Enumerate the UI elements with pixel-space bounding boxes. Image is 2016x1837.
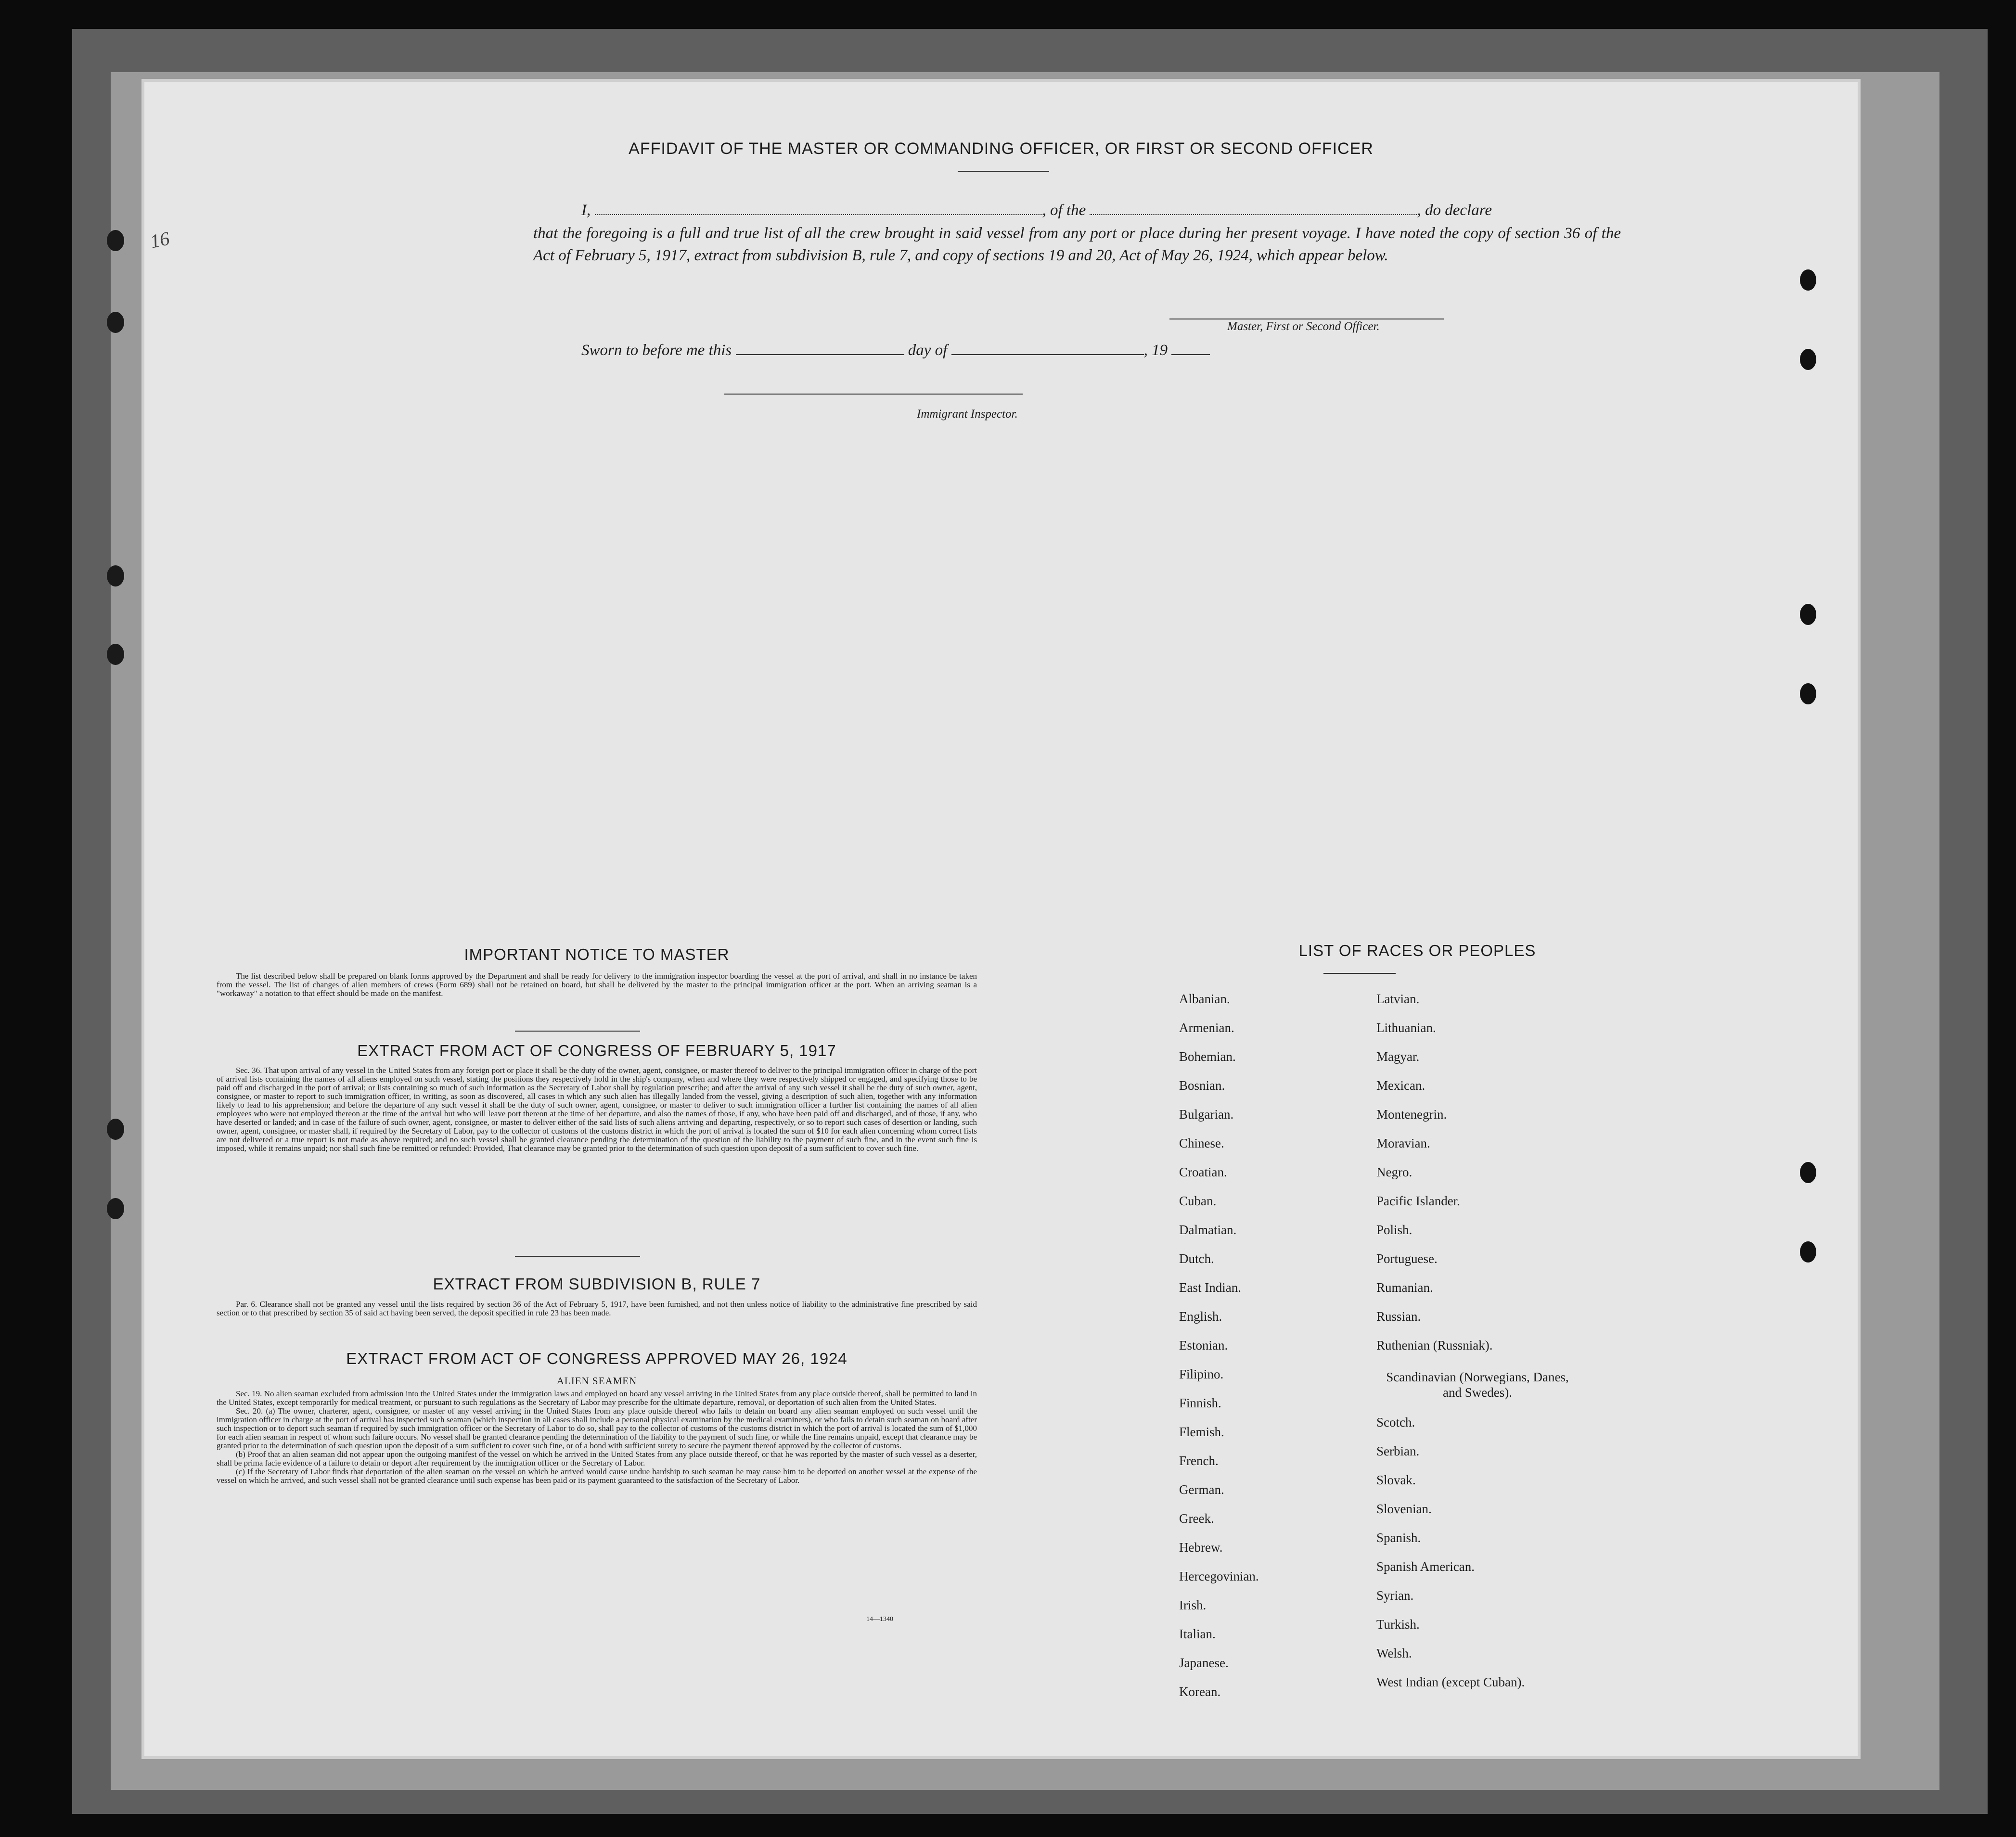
extract-1917-divider xyxy=(515,1256,640,1257)
race-item: Estonian. xyxy=(1179,1338,1228,1352)
race-item: Hercegovinian. xyxy=(1179,1569,1259,1583)
race-item: Finnish. xyxy=(1179,1396,1221,1410)
race-item: Mexican. xyxy=(1376,1078,1425,1093)
vessel-blank xyxy=(1090,200,1417,215)
section-19: Sec. 19. No alien seaman excluded from admission into the United States under the immigration laws and employed on board any vessel arriving in the United States from any place outside thereof, shall be permitted to land in the United States, except temporarily for medical treatment, or pursuant to such regulations as the Secretary of Labor may prescribe for the ultimate departure, removal, or deportation of such alien from the United States. xyxy=(217,1389,977,1407)
punch-hole xyxy=(1800,1162,1816,1183)
notice-body: The list described below shall be prepared on blank forms approved by the Department and shall be ready for delivery to the immigration inspector boarding the vessel at the port of arrival, and shall in no instance be taken from the vessel. The list of changes of alien members of crews (Form 689) shall not be retained on board, but shall be delivered by the master to the principal immigration officer at the port. When an arriving seaman is a "workaway" a notation to that effect should be made on the manifest. xyxy=(217,971,977,998)
name-blank xyxy=(595,200,1042,215)
race-item: Polish. xyxy=(1376,1223,1412,1237)
race-item: English. xyxy=(1179,1309,1222,1324)
race-item: Greek. xyxy=(1179,1511,1214,1526)
race-item: Spanish American. xyxy=(1376,1559,1475,1574)
race-item: Montenegrin. xyxy=(1376,1107,1447,1122)
punch-hole xyxy=(1800,269,1816,291)
race-item: Flemish. xyxy=(1179,1425,1224,1439)
notice-title: IMPORTANT NOTICE TO MASTER xyxy=(464,945,730,963)
extract-1917-title: EXTRACT FROM ACT OF CONGRESS OF FEBRUARY 5, 1917 xyxy=(357,1042,836,1059)
title-divider xyxy=(958,171,1049,172)
race-item: East Indian. xyxy=(1179,1280,1241,1295)
race-item: Slovak. xyxy=(1376,1473,1416,1487)
races-title: LIST OF RACES OR PEOPLES xyxy=(1298,942,1536,959)
margin-note: 16 xyxy=(148,227,172,253)
punch-hole xyxy=(1800,349,1816,370)
race-item: Moravian. xyxy=(1376,1136,1430,1150)
inspector-signature-line xyxy=(724,394,1023,395)
race-item: Bohemian. xyxy=(1179,1049,1236,1064)
race-item: Pacific Islander. xyxy=(1376,1194,1460,1208)
declaration-line xyxy=(581,199,1621,221)
binding-hole xyxy=(107,230,124,251)
race-item: Welsh. xyxy=(1376,1646,1412,1660)
sworn-month-blank xyxy=(951,340,1144,355)
race-item: Scotch. xyxy=(1376,1415,1415,1429)
section-20b: (b) Proof that an alien seaman did not appear upon the outgoing manifest of the vessel on which he arrived in the United States from any place outside thereof, or that he was reported by the master of such vessel as a deserter, shall be prima facie evidence of a failure to detain or deport after requirement by the immigration officer or the Secretary of Labor. xyxy=(217,1450,977,1467)
punch-hole xyxy=(1800,683,1816,704)
race-item: Cuban. xyxy=(1179,1194,1217,1208)
punch-hole xyxy=(1800,604,1816,625)
race-item: Bosnian. xyxy=(1179,1078,1225,1093)
declaration-body: that the foregoing is a full and true list of all the crew brought in said vessel from any port or place during her present voyage. I have noted the copy of section 36 of the Act of February 5, 1917, extract from subdivision B, rule 7, and copy of sections 19 and 20, Act of May 26, 1924, which appear below. xyxy=(533,225,1621,264)
race-item: Korean. xyxy=(1179,1684,1221,1699)
race-item: Latvian. xyxy=(1376,992,1420,1006)
race-item: Spanish. xyxy=(1376,1531,1421,1545)
race-item: Italian. xyxy=(1179,1627,1216,1641)
sworn-day-of: day of xyxy=(908,342,948,359)
race-item: Lithuanian. xyxy=(1376,1021,1436,1035)
sworn-line xyxy=(581,339,1448,361)
race-item: Bulgarian. xyxy=(1179,1107,1234,1122)
sworn-before-me: Sworn to before me this xyxy=(581,342,732,359)
sworn-day-blank xyxy=(736,340,904,355)
notice-divider xyxy=(515,1031,640,1032)
race-item: Hebrew. xyxy=(1179,1540,1223,1555)
race-item: Slovenian. xyxy=(1376,1502,1432,1516)
binding-hole xyxy=(107,644,124,665)
race-item: Rumanian. xyxy=(1376,1280,1433,1295)
race-item: Irish. xyxy=(1179,1598,1207,1612)
races-divider xyxy=(1323,973,1396,974)
subdivision-title: EXTRACT FROM SUBDIVISION B, RULE 7 xyxy=(433,1275,761,1293)
subdivision-body: Par. 6. Clearance shall not be granted any vessel until the lists required by section 36 of the Act of February 5, 1917, have been furnished, and not then unless notice of liability to the administrative fine prescribed by said section or to that prescribed by section 35 of said act having been served, the deposit specified in rule 23 has been made. xyxy=(217,1300,977,1317)
race-item: Serbian. xyxy=(1376,1444,1420,1458)
binding-hole xyxy=(107,312,124,333)
race-item: Ruthenian (Russniak). xyxy=(1376,1338,1493,1352)
form-number: 14—1340 xyxy=(866,1616,893,1623)
alien-seamen-subtitle: ALIEN SEAMEN xyxy=(556,1375,637,1387)
declaration-do-declare: , do declare xyxy=(1417,202,1492,219)
race-item: Dalmatian. xyxy=(1179,1223,1237,1237)
extract-1924-title: EXTRACT FROM ACT OF CONGRESS APPROVED MAY 26, 1924 xyxy=(346,1350,847,1367)
race-item: Magyar. xyxy=(1376,1049,1420,1064)
race-item: Portuguese. xyxy=(1376,1251,1438,1266)
declaration-of-the: , of the xyxy=(1042,202,1086,219)
race-item: French. xyxy=(1179,1454,1219,1468)
race-item: Russian. xyxy=(1376,1309,1421,1324)
affidavit-title: AFFIDAVIT OF THE MASTER OR COMMANDING OFFICER, OR FIRST OR SECOND OFFICER xyxy=(629,140,1374,158)
sworn-year-blank xyxy=(1171,340,1210,355)
race-item: Armenian. xyxy=(1179,1021,1234,1035)
binding-hole xyxy=(107,565,124,587)
binding-hole xyxy=(107,1119,124,1140)
binding-hole xyxy=(107,1198,124,1219)
race-item: Turkish. xyxy=(1376,1617,1420,1632)
race-item: West Indian (except Cuban). xyxy=(1376,1675,1525,1689)
extract-1917-body: Sec. 36. That upon arrival of any vessel in the United States from any foreign port or place it shall be the duty of the owner, agent, consignee, or master thereof to deliver to the principal immigration officer in charge of the port of arrival lists containing the names of all aliens employed on such vessel, stating the positions they respectively hold in the ship's company, when and where they were respectively shipped or engaged, and specifying those to be paid off and discharged in the port of arrival; or lists containing so much of such information as the Secretary of Labor shall by regulation prescribe; and after the arrival of any such vessel it shall be the duty of such owner, agent, consignee, or master to report to such immigration officer, in writing, as soon as discovered, all cases in which any such alien has illegally landed from the vessel, giving a description of such alien, together with any information likely to lead to his apprehension; and before the departure of any such vessel it shall be the duty of such owner, agent, consignee, or master to deliver to such immigration officer a further list containing the names of all alien employees who were not employed thereon at the time of the arrival but who will leave port thereon at the time of her departure, and also the names of those, if any, who have been paid off and discharged, and of those, if any, who have deserted or landed; and in case of the failure of such owner, agent, consignee, or master to deliver either of the said lists of such aliens arriving and departing, respectively, or so to report such cases of desertion or landing, such owner, agent, consignee, or master shall, if required by the Secretary of Labor, pay to the collector of customs of the customs district in which the port of arrival is located the sum of $10 for each alien concerning whom correct lists are not delivered or a true report is not made as above required; and no such vessel shall be granted clearance pending the determination of the question of the liability to the payment of such fine, and in the event such fine is imposed, while it remains unpaid; nor shall such fine be remitted or refunded: Provided, That clearance may be granted prior to the determination of such question upon deposit of a sum sufficient to cover such fine. xyxy=(217,1066,977,1153)
race-item: Dutch. xyxy=(1179,1251,1214,1266)
affidavit-page xyxy=(144,82,1858,1756)
race-item: Filipino. xyxy=(1179,1367,1224,1381)
race-item: Croatian. xyxy=(1179,1165,1227,1179)
inspector-label: Immigrant Inspector. xyxy=(917,408,1018,421)
race-item: Scandinavian (Norwegians, Danes, and Swedes). xyxy=(1386,1370,1569,1400)
race-item: Albanian. xyxy=(1179,992,1230,1006)
section-20a: Sec. 20. (a) The owner, charterer, agent, consignee, or master of any vessel arriving in the United States from any place outside thereof who fails to detain on board any alien seaman employed on such vessel until the immigration officer in charge at the port of arrival has inspected such seaman (which inspection in all cases shall include a personal physical examination by the medical examiners), or who fails to detain such seaman on board after such inspection or to deport such seaman if required by such immigration officer or the Secretary of Labor to do so, shall pay to the collector of customs of the customs district in which the port of arrival is located the sum of $1,000 for each alien seaman in respect of whom such failure occurs. No vessel shall be granted clearance pending the determination of the liability to the payment of such fine, or while the fine remains unpaid, except that clearance may be granted prior to the determination of such question upon the deposit of a sum sufficient to cover such fine, or of a bond with sufficient surety to secure the payment thereof approved by the collector of customs. xyxy=(217,1406,977,1450)
race-item: Negro. xyxy=(1376,1165,1412,1179)
master-signature-label: Master, First or Second Officer. xyxy=(1227,320,1380,333)
race-item: Japanese. xyxy=(1179,1656,1229,1670)
sworn-year: , 19 xyxy=(1143,342,1168,359)
race-item: German. xyxy=(1179,1482,1224,1497)
punch-hole xyxy=(1800,1241,1816,1263)
race-item: Syrian. xyxy=(1376,1588,1414,1603)
section-20c: (c) If the Secretary of Labor finds that deportation of the alien seaman on the vessel on which he arrived would cause undue hardship to such seaman he may cause him to be deported on another vessel at the expense of the vessel on which he arrived, and such vessel shall not be granted clearance until such expense has been paid or its payment guaranteed to the satisfaction of the Secretary of Labor. xyxy=(217,1467,977,1485)
race-item: Chinese. xyxy=(1179,1136,1224,1150)
declaration-i: I, xyxy=(581,202,591,219)
extract-1924-body xyxy=(217,1390,977,1485)
